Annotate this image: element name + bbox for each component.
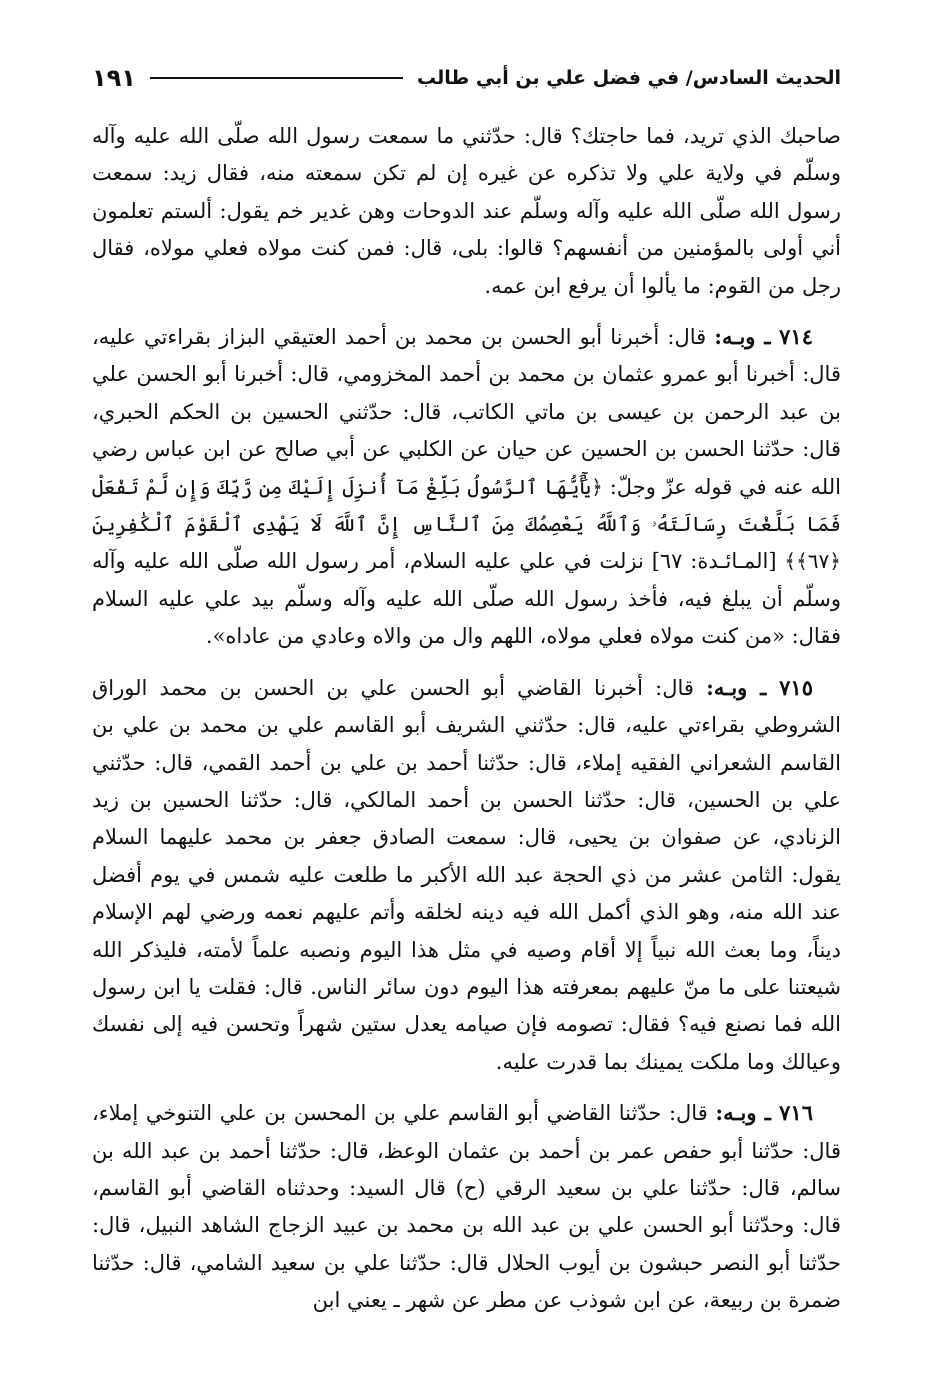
verse-citation: [المـائـدة: ٦٧]	[651, 549, 777, 574]
hadith-text: قال: حدّثنا القاضي أبو القاسم علي بن المحسن بن علي التنوخي إملاء، قال: حدّثنا أبو حفص عمر بن أحمد بن عثمان الوعظ، قال: حدّثنا أحمد بن عبد الله بن سالم، قال: حدّثنا علي بن سعيد الرقي (ح) قال السيد: وحدثناه القاضي أبو القاسم، قال: وحدّثنا أبو الحسن علي بن عبد الله بن محمد بن عبيد الزجاج الشاهد النبيل، قال: حدّثنا أبو النصر حبشون بن أيوب الحلال قال: حدّثنا علي بن سعيد الشامي، قال: حدّثنا ضمرة بن ربيعة، عن ابن شوذب عن مطر عن شهر ـ يعني ابن	[92, 1101, 841, 1313]
hadith-number: ٧١٦ ـ وبـه:	[715, 1100, 813, 1126]
header-rule	[150, 77, 403, 79]
page-header	[92, 58, 841, 98]
hadith-715	[92, 669, 841, 1081]
hadith-text-continued: نزلت في علي عليه السلام، أمر رسول الله صلّى الله عليه وآله وسلّم أن يبلغ فيه، فأخذ رسول الله صلّى الله عليه وآله وسلّم بيد علي عليه السلام فقال: «من كنت مولاه فعلي مولاه، اللهم وال من والاه وعادي من عاداه».	[92, 549, 841, 649]
continued-paragraph: صاحبك الذي تريد، فما حاجتك؟ قال: حدّثني ما سمعت رسول الله صلّى الله عليه وآله وسلّم في ولاية علي ولا تذكره عن غيره إن لم تكن سمعته منه، فقال زيد: سمعت رسول الله صلّى الله عليه وآله وسلّم عند الدوحات وهن غدير خم يقول: ألستم تعلمون أني أولى بالمؤمنين من أنفسهم؟ قالوا: بلى، قال: فمن كنت مولاه فعلي مولاه، فقال رجل من القوم: ما يألوا أن يرفع ابن عمه.	[92, 124, 841, 298]
page-number: ١٩١	[92, 64, 136, 92]
hadith-number: ٧١٤ ـ وبـه:	[714, 324, 813, 350]
hadith-text: قال: أخبرنا أبو الحسن بن محمد بن أحمد العتيقي البزاز بقراءتي عليه، قال: أخبرنا أبو عمرو عثمان بن محمد بن أحمد المخزومي، قال: أخبرنا أبو الحسن علي بن عبد الرحمن بن عيسى بن ماتي الكاتب، قال: حدّثني الحسين بن الحكم الحبري، قال: حدّثنا الحسن بن الحسين عن حيان عن الكلبي عن أبي صالح عن ابن عباس رضي الله عنه في قوله عزّ وجلّ:	[92, 325, 841, 499]
hadith-number: ٧١٥ ـ وبـه:	[706, 674, 813, 700]
body-text	[92, 118, 841, 1333]
hadith-text: قال: أخبرنا القاضي أبو الحسن علي بن الحسن بن محمد الوراق الشروطي بقراءتي عليه، قال: حدّثني الشريف أبو القاسم علي بن محمد بن علي بن القاسم الشعراني الفقيه إملاء، قال: حدّثنا أحمد بن علي بن أحمد القمي، قال: حدّثني علي بن الحسين، قال: حدّثنا الحسن بن أحمد المالكي، قال: حدّثنا الحسين بن زيد الزنادي، عن صفوان بن يحيى، قال: سمعت الصادق جعفر بن محمد عليهما السلام يقول: الثامن عشر من ذي الحجة عبد الله الأكبر ما طلعت عليه شمس في يوم أفضل عند الله منه، وهو الذي أكمل الله فيه دينه لخلقه وأتم عليهم نعمه ورضي لهم الإسلام ديناً، وما بعث الله نبياً إلا أقام وصيه في مثل هذا اليوم ونصبه علماً لأمته، فليذكر الله شيعتنا على ما منّ عليهم بمعرفته هذا اليوم دون سائر الناس. قال: فقلت يا ابن رسول الله فما نصنع فيه؟ فقال: تصومه فإن صيامه يعدل ستين شهراً وتحسن فيه إلى نفسك وعيالك وما ملكت يمينك بما قدرت عليه.	[92, 675, 841, 1074]
hadith-716	[92, 1094, 841, 1319]
hadith-714	[92, 318, 841, 656]
quran-verse: ﴿يَٰٓأَيُّهَا ٱلرَّسُولُ بَلِّغْ مَآ أُنزِلَ إِلَيْكَ مِن رَّبِّكَ وَإِن لَّمْ تَفْعَلْ فَمَا بَلَّغْتَ رِسَالَتَهُۥ وَٱللَّهُ يَعْصِمُكَ مِنَ ٱلنَّاسِ إِنَّ ٱللَّهَ لَا يَهْدِى ٱلْقَوْمَ ٱلْكَٰفِرِينَ ﴿٦٧﴾﴾	[92, 474, 841, 574]
running-title: الحديث السادس/ في فضل علي بن أبي طالب	[416, 67, 841, 89]
